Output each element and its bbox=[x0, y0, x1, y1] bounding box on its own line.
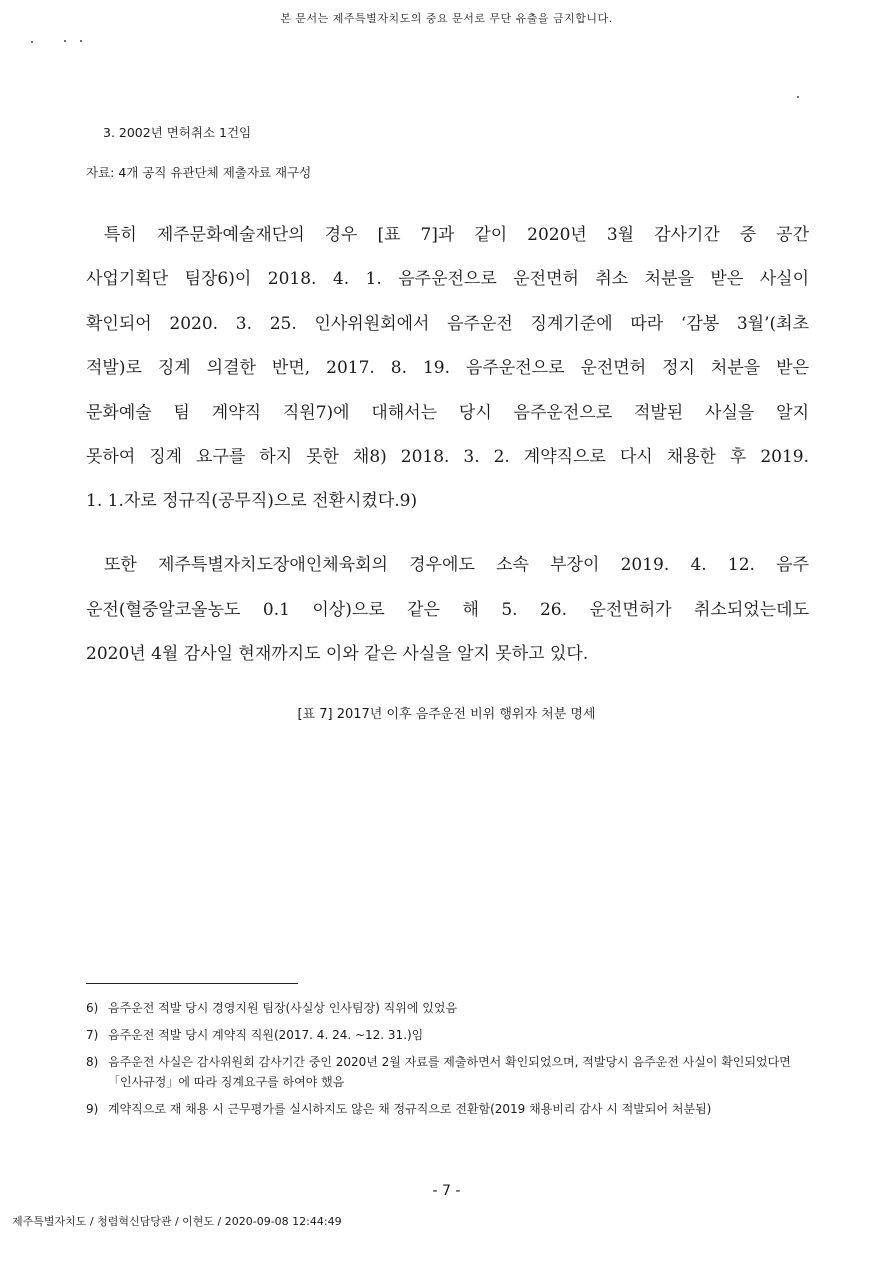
footnote-text: 계약직으로 재 채용 시 근무평가를 실시하지도 않은 채 정규직으로 전환함(2019 채용비리 감사 시 적발되어 처분됨) bbox=[108, 1102, 712, 1116]
footnote-text: 음주운전 적발 당시 경영지원 팀장(사실상 인사팀장) 직위에 있었음 bbox=[108, 1001, 458, 1015]
paragraph-line: 확인되어 2020. 3. 25. 인사위원회에서 음주운전 징계기준에 따라 ‘감봉 3월’(최초 bbox=[86, 314, 809, 334]
footnote-divider bbox=[86, 983, 298, 984]
paragraph-line: 또한 제주특별자치도장애인체육회의 경우에도 소속 부장이 2019. 4. 12. 음주 bbox=[104, 555, 809, 575]
footnote-number: 9) bbox=[86, 1102, 99, 1116]
footnote-text: 음주운전 적발 당시 계약직 직원(2017. 4. 24. ~12. 31.)임 bbox=[108, 1028, 424, 1042]
footnote-7 bbox=[86, 1025, 806, 1045]
paragraph-line: 운전(혈중알코올농도 0.1 이상)으로 같은 해 5. 26. 운전면허가 취소되었는데도 bbox=[86, 600, 809, 620]
list-item-license-revocation: 3. 2002년 면허취소 1건임 bbox=[103, 125, 252, 140]
page-number: - 7 - bbox=[432, 1183, 461, 1199]
footnote-9 bbox=[86, 1099, 806, 1119]
paragraph-line: 2020년 4월 감사일 현재까지도 이와 같은 사실을 알지 못하고 있다. bbox=[86, 644, 589, 664]
paragraph-line: 문화예술 팀 계약직 직원7)에 대해서는 당시 음주운전으로 적발된 사실을 알지 bbox=[86, 403, 809, 423]
paragraph-line: 못하여 징계 요구를 하지 못한 채8) 2018. 3. 2. 계약직으로 다시 채용한 후 2019. bbox=[86, 447, 809, 467]
scan-speck bbox=[64, 40, 66, 42]
scan-speck bbox=[31, 41, 33, 43]
footnote-text: 음주운전 사실은 감사위원회 감사기간 중인 2020년 2월 자료를 제출하면서 확인되었으며, 적발당시 음주운전 사실이 확인되었다면 「인사규정」에 따라 징계요구를 하여야 했음 bbox=[108, 1055, 791, 1089]
paragraph-line: 특히 제주문화예술재단의 경우 [표 7]과 같이 2020년 3월 감사기간 중 공간 bbox=[104, 225, 809, 245]
scan-speck bbox=[80, 40, 82, 42]
scan-speck bbox=[797, 96, 799, 98]
paragraph-line: 사업기획단 팀장6)이 2018. 4. 1. 음주운전으로 운전면허 취소 처분을 받은 사실이 bbox=[86, 269, 809, 289]
document-stamp: 제주특별자치도 / 청렴혁신담당관 / 이현도 / 2020-09-08 12:44:49 bbox=[12, 1215, 342, 1228]
footnote-number: 7) bbox=[86, 1028, 99, 1042]
footnote-number: 6) bbox=[86, 1001, 99, 1015]
footnote-6 bbox=[86, 998, 806, 1018]
footnote-number: 8) bbox=[86, 1055, 99, 1069]
paragraph-line: 1. 1.자로 정규직(공무직)으로 전환시켰다.9) bbox=[86, 491, 418, 511]
confidentiality-notice: 본 문서는 제주특별자치도의 중요 문서로 무단 유출을 금지합니다. bbox=[280, 12, 613, 25]
footnote-8 bbox=[86, 1052, 806, 1092]
table-caption: [표 7] 2017년 이후 음주운전 비위 행위자 처분 명세 bbox=[297, 707, 596, 722]
paragraph-line: 적발)로 징계 의결한 반면, 2017. 8. 19. 음주운전으로 운전면허 정지 처분을 받은 bbox=[86, 358, 809, 378]
data-source-note: 자료: 4개 공직 유관단체 제출자료 재구성 bbox=[86, 165, 312, 180]
